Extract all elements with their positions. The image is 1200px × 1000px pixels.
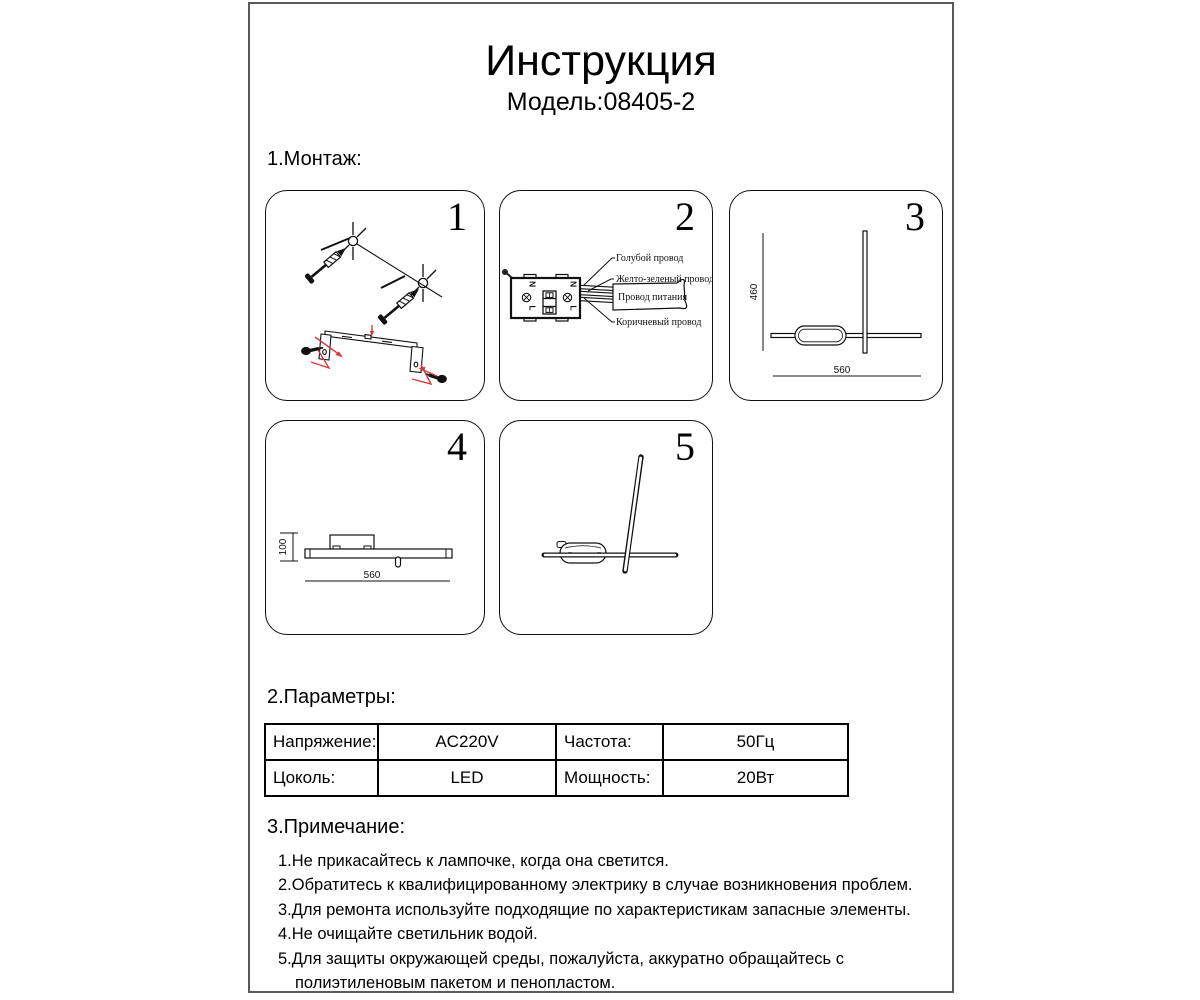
instruction-page [248,2,954,993]
param-label: Мощность: [556,760,663,796]
page-title: Инструкция [485,37,717,85]
parameters-table [264,723,849,797]
param-value: 20Вт [663,760,848,796]
param-label: Частота: [556,724,663,760]
blue-wire-label: Голубой провод [616,253,684,264]
lamp-vertical-bar [863,231,867,353]
center-connector [543,291,556,314]
model-number: Модель:08405-2 [506,88,696,116]
note-item: 3.Для ремонта используйте подходящие по характеристикам запасные элементы. [278,900,911,919]
height-dimension: 460 [749,283,760,301]
yellow-green-wire-label: Желто-зеленый провод [616,274,714,285]
width-dimension: 560 [833,365,851,376]
step-number: 4 [447,424,467,469]
param-value: LED [378,760,556,796]
alignment-line [357,244,442,297]
table-row [265,724,848,760]
step-number: 1 [447,194,467,239]
lamp-bar-side [305,549,452,558]
wall-anchor-icon [304,244,349,285]
pin-icon [396,557,401,567]
param-label: Напряжение: [265,724,378,760]
montage-heading: 1.Монтаж: [267,148,362,170]
power-cable-label: Провод питания [618,292,688,303]
lamp-canopy [557,542,606,564]
step-number: 5 [675,424,695,469]
param-value: AC220V [378,724,556,760]
montage-step-1-panel [265,190,485,401]
width-dimension: 560 [363,570,381,581]
terminal-n-label: N [527,280,538,288]
height-dimension: 100 [278,538,289,556]
notes-heading: 3.Примечание: [267,816,405,838]
terminal-n-label: N [568,280,579,288]
note-item: 4.Не очищайте светильник водой. [278,925,538,944]
terminal-l-label: L [527,305,538,311]
params-heading: 2.Параметры: [267,686,396,708]
param-value: 50Гц [663,724,848,760]
motion-line [381,276,405,288]
note-item: 2.Обратитесь к квалифицированному электрику в случае возникновения проблем. [278,876,913,895]
note-item: 1.Не прикасайтесь к лампочке, когда она светится. [278,852,669,870]
notes-list [278,849,918,995]
step-number: 2 [675,194,695,239]
lamp-canopy [795,326,846,345]
table-row [265,760,848,796]
brown-wire-label: Коричневый провод [616,317,702,328]
terminal-l-label: L [568,305,579,311]
montage-step-5-panel [499,420,713,635]
wall-anchor-icon [377,285,422,326]
step-number: 3 [905,194,925,239]
montage-step-2-panel [499,190,713,401]
montage-step-4-panel [265,420,485,635]
terminal-block-icon [502,269,580,321]
note-item: 5.Для защиты окружающей среды, пожалуйста, аккуратно обращайтесь с полиэтиленовым пакетом и пенопластом. [278,949,844,993]
param-label: Цоколь: [265,760,378,796]
montage-step-3-panel [729,190,943,401]
